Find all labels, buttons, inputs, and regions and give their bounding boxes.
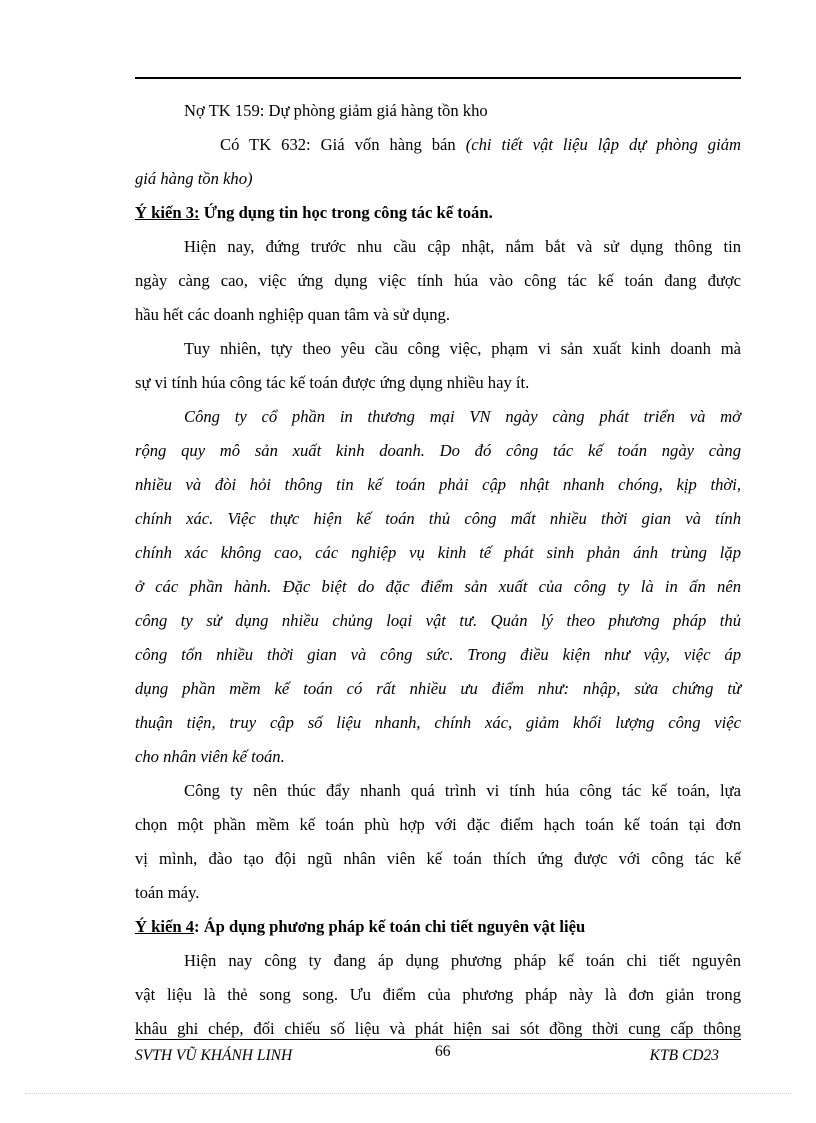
italic-paragraph-line: nhiều và đòi hỏi thông tin kế toán phải cập nhật nhanh chóng, kịp thời, <box>135 475 741 494</box>
section-heading-4: Ý kiến 4: Áp dụng phương pháp kế toán chi tiết nguyên vật liệu <box>135 917 586 936</box>
italic-paragraph-line: rộng quy mô sản xuất kinh doanh. Do đó công tác kế toán ngày càng <box>135 441 741 460</box>
paragraph-line: ngày càng cao, việc ứng dụng việc tính húa vào công tác kế toán đang được <box>135 271 741 290</box>
footer-author: SVTH VŨ KHÁNH LINH <box>135 1047 293 1064</box>
italic-paragraph-line: ở các phần hành. Đặc biệt do đặc điểm sản xuất của công ty là in ấn nên <box>135 577 741 596</box>
paragraph-line: Công ty nên thúc đẩy nhanh quá trình vi tính húa công tác kế toán, lựa <box>184 781 741 800</box>
footer-class-code: KTB CD23 <box>649 1047 719 1064</box>
italic-paragraph-line: chính xác. Việc thực hiện kế toán thủ công mất nhiều thời gian và tính <box>135 509 741 528</box>
paragraph-line: Hiện nay công ty đang áp dụng phương pháp kế toán chi tiết nguyên <box>184 951 741 970</box>
italic-paragraph-line: công ty sử dụng nhiều chủng loại vật tư. Quản lý theo phương pháp thủ <box>135 611 741 630</box>
section-heading-3: Ý kiến 3: Ứng dụng tin học trong công tác kế toán. <box>135 203 493 222</box>
italic-paragraph-line: công tốn nhiều thời gian và công sức. Trong điều kiện như vậy, việc áp <box>135 645 741 664</box>
page-body <box>135 94 741 1046</box>
paragraph-line: toán máy. <box>135 883 200 902</box>
paragraph-line: vị mình, đào tạo đội ngũ nhân viên kế toán thích ứng được với công tác kế <box>135 849 741 868</box>
page-edge-dotted-line <box>25 1093 791 1094</box>
entry-credit-line: Có TK 632: Giá vốn hàng bán (chi tiết vật liệu lập dự phòng giảm <box>220 135 741 154</box>
header-rule <box>135 77 741 79</box>
paragraph-line: hầu hết các doanh nghiệp quan tâm và sử dụng. <box>135 305 450 324</box>
page-number: 66 <box>435 1043 451 1060</box>
paragraph-line: chọn một phần mềm kế toán phù hợp với đặc điểm hạch toán kế toán tại đơn <box>135 815 741 834</box>
entry-debit-line: Nợ TK 159: Dự phòng giảm giá hàng tồn kho <box>184 101 488 120</box>
paragraph-line: Tuy nhiên, tựy theo yêu cầu công việc, phạm vi sản xuất kinh doanh mà <box>184 339 741 358</box>
italic-paragraph-line: thuận tiện, truy cập số liệu nhanh, chính xác, giảm khối lượng công việc <box>135 713 741 732</box>
paragraph-line: khâu ghi chép, đối chiếu số liệu và phát hiện sai sót đồng thời cung cấp thông <box>135 1019 741 1038</box>
italic-paragraph-line: dụng phần mềm kế toán có rất nhiều ưu điểm như: nhập, sửa chứng từ <box>135 679 741 698</box>
italic-paragraph-line: chính xác không cao, các nghiệp vụ kinh tế phát sinh phản ánh trùng lặp <box>135 543 741 562</box>
entry-credit-line-cont: giá hàng tồn kho) <box>135 169 253 188</box>
footer-rule <box>135 1039 741 1040</box>
italic-paragraph-line: cho nhân viên kế toán. <box>135 747 285 766</box>
paragraph-line: vật liệu là thẻ song song. Ưu điểm của phương pháp này là đơn giản trong <box>135 985 741 1004</box>
paragraph-line: sự vi tính húa công tác kế toán được ứng dụng nhiều hay ít. <box>135 373 530 392</box>
italic-paragraph-line: Công ty cổ phần in thương mại VN ngày càng phát triển và mở <box>184 407 741 426</box>
paragraph-line: Hiện nay, đứng trước nhu cầu cập nhật, nắm bắt và sử dụng thông tin <box>184 237 741 256</box>
